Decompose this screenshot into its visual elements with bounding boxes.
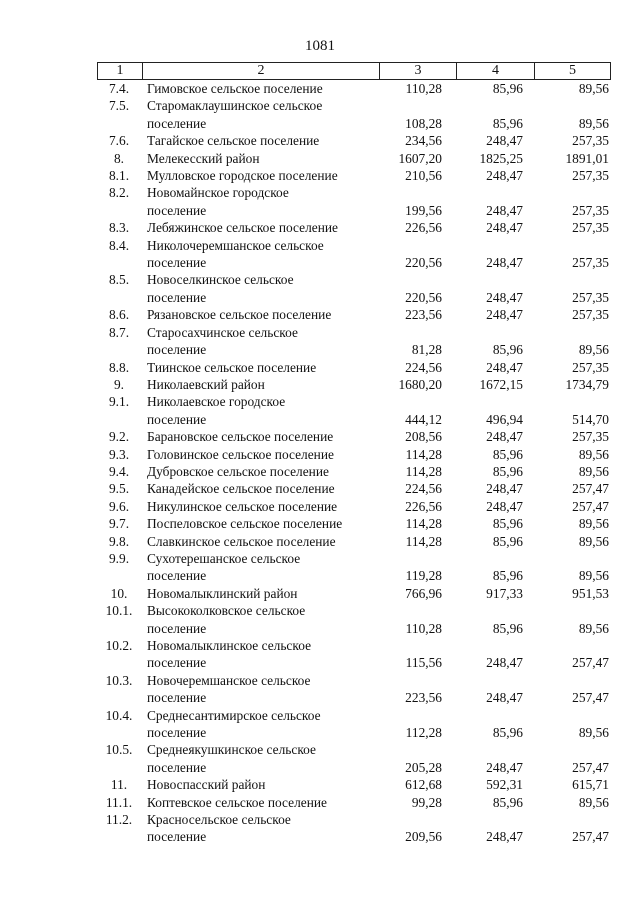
row-name-line: Высококолковское сельское — [147, 603, 306, 619]
table-row — [97, 306, 611, 323]
row-value-3: 224,56 — [405, 481, 442, 497]
header-col-5: 5 — [534, 63, 610, 79]
row-value-3: 108,28 — [405, 115, 442, 131]
row-number: 9.7. — [108, 516, 130, 532]
row-value-3: 110,28 — [405, 620, 442, 636]
row-name-line: Поспеловское сельское поселение — [147, 516, 343, 532]
row-name-line: Гимовское сельское поселение — [147, 81, 323, 96]
row-number: 8.8. — [108, 359, 130, 375]
table-row — [97, 446, 611, 463]
row-number: 11.2. — [105, 812, 133, 828]
table-row — [97, 637, 611, 672]
row-name-line: Головинское сельское поселение — [147, 446, 334, 462]
row-value-5: 1734,79 — [565, 376, 609, 392]
row-value-5: 89,56 — [578, 342, 609, 358]
row-name-line: поселение — [147, 568, 207, 584]
row-value-4: 85,96 — [492, 725, 523, 741]
row-name — [141, 80, 378, 97]
row-value-4: 85,96 — [492, 115, 523, 131]
row-value-4: 248,47 — [486, 829, 523, 845]
row-name — [141, 533, 378, 550]
row-value-5: 89,56 — [578, 446, 609, 462]
row-name-line: Николаевское городское — [147, 394, 286, 410]
row-name-line: поселение — [147, 289, 207, 305]
row-value-3: 226,56 — [405, 220, 442, 236]
row-name-line: Новомалыклинское сельское — [147, 638, 312, 653]
row-name-line: Новочеремшанское сельское — [147, 672, 311, 688]
table-row — [97, 324, 611, 359]
table-row — [97, 150, 611, 167]
row-value-4: 85,96 — [492, 81, 523, 96]
row-number: 7.4. — [108, 81, 130, 96]
row-value-3: 612,68 — [405, 777, 442, 793]
row-value-3: 224,56 — [405, 359, 442, 375]
row-name-line: Новомайнское городское — [147, 185, 289, 201]
row-name-line: поселение — [147, 255, 207, 271]
row-value-3: 208,56 — [405, 429, 442, 445]
row-name-line: поселение — [147, 620, 207, 636]
row-name — [141, 150, 378, 167]
row-name — [141, 515, 378, 532]
table-row — [97, 585, 611, 602]
row-number: 10.2. — [105, 638, 133, 653]
row-number: 9.8. — [108, 533, 130, 549]
row-name — [141, 794, 378, 811]
table-row — [97, 271, 611, 306]
row-value-5: 89,56 — [578, 115, 609, 131]
row-value-4: 248,47 — [486, 690, 523, 706]
row-name — [141, 707, 378, 742]
row-value-3: 223,56 — [405, 690, 442, 706]
table-row — [97, 480, 611, 497]
row-value-5: 257,47 — [572, 655, 609, 671]
row-value-5: 89,56 — [578, 516, 609, 532]
row-name-line: поселение — [147, 759, 207, 775]
table-body — [97, 80, 611, 846]
row-value-5: 1891,01 — [565, 150, 609, 166]
row-value-5: 257,35 — [572, 255, 609, 271]
row-number: 10.5. — [105, 742, 133, 758]
row-value-3: 1607,20 — [398, 150, 442, 166]
header-col-1: 1 — [116, 63, 124, 78]
table-row — [97, 97, 611, 132]
row-name-line: Мулловское городское поселение — [147, 168, 338, 184]
header-col-4: 4 — [456, 63, 534, 79]
row-number: 9.6. — [108, 498, 130, 514]
row-value-4: 1672,15 — [479, 376, 523, 392]
row-name-line: Тиинское сельское поселение — [147, 359, 317, 375]
row-value-3: 114,28 — [405, 516, 442, 532]
row-value-3: 115,56 — [405, 655, 442, 671]
row-value-4: 85,96 — [492, 533, 523, 549]
row-name — [141, 776, 378, 793]
row-value-4: 85,96 — [492, 794, 523, 810]
row-name — [141, 428, 378, 445]
row-name-line: Новомалыклинский район — [147, 585, 298, 601]
row-value-4: 248,47 — [486, 133, 523, 149]
row-number: 11.1. — [105, 794, 133, 810]
row-name-line: поселение — [147, 725, 207, 741]
table-row — [97, 550, 611, 585]
row-number: 8.5. — [108, 272, 130, 288]
row-name-line: Рязановское сельское поселение — [147, 307, 332, 323]
row-name — [141, 306, 378, 323]
row-name — [141, 602, 378, 637]
row-name-line: Тагайское сельское поселение — [147, 133, 320, 149]
row-name-line: поселение — [147, 115, 207, 131]
row-value-4: 496,94 — [486, 411, 523, 427]
table-header-row — [97, 62, 611, 80]
row-number: 10.1. — [105, 603, 133, 619]
row-name-line: поселение — [147, 655, 207, 671]
row-name-line: Старосахчинское сельское — [147, 324, 298, 340]
row-name-line: Канадейское сельское поселение — [147, 481, 335, 497]
table-row — [97, 533, 611, 550]
row-name — [141, 672, 378, 707]
row-name — [141, 463, 378, 480]
row-value-4: 248,47 — [486, 220, 523, 236]
row-value-5: 257,35 — [572, 168, 609, 184]
row-value-3: 234,56 — [405, 133, 442, 149]
row-value-5: 257,35 — [572, 359, 609, 375]
table-row — [97, 794, 611, 811]
row-number: 7.5. — [108, 98, 130, 114]
row-name-line: Мелекесский район — [147, 150, 260, 166]
row-value-3: 220,56 — [405, 255, 442, 271]
row-value-5: 257,35 — [572, 429, 609, 445]
row-name-line: Коптевское сельское поселение — [147, 794, 327, 810]
row-value-5: 257,35 — [572, 307, 609, 323]
row-value-5: 257,47 — [572, 690, 609, 706]
row-name-line: поселение — [147, 342, 207, 358]
row-name-line: Дубровское сельское поселение — [147, 463, 329, 479]
table-row — [97, 741, 611, 776]
row-name — [141, 393, 378, 428]
row-number: 9.3. — [108, 446, 130, 462]
row-value-5: 615,71 — [572, 777, 609, 793]
row-name-line: Новоселкинское сельское — [147, 272, 294, 288]
row-value-5: 257,35 — [572, 220, 609, 236]
row-name — [141, 132, 378, 149]
page-number: 1081 — [305, 38, 335, 54]
row-value-4: 85,96 — [492, 463, 523, 479]
row-number: 9.4. — [108, 463, 130, 479]
row-number: 9. — [113, 376, 125, 392]
row-value-3: 112,28 — [405, 725, 442, 741]
row-name-line: Славкинское сельское поселение — [147, 533, 336, 549]
row-value-3: 114,28 — [405, 533, 442, 549]
row-value-5: 257,47 — [572, 759, 609, 775]
row-value-3: 81,28 — [411, 342, 442, 358]
row-name — [141, 97, 378, 132]
table-row — [97, 237, 611, 272]
row-name-line: Никулинское сельское поселение — [147, 498, 338, 514]
table-row — [97, 359, 611, 376]
row-value-5: 89,56 — [578, 725, 609, 741]
table-row — [97, 184, 611, 219]
row-value-4: 248,47 — [486, 289, 523, 305]
row-value-4: 85,96 — [492, 568, 523, 584]
row-name — [141, 237, 378, 272]
row-value-4: 248,47 — [486, 359, 523, 375]
row-value-5: 257,35 — [572, 289, 609, 305]
row-value-5: 951,53 — [572, 585, 609, 601]
row-value-3: 110,28 — [405, 81, 442, 96]
row-name-line: Старомаклаушинское сельское — [147, 98, 323, 114]
table-row — [97, 498, 611, 515]
row-value-4: 85,96 — [492, 342, 523, 358]
row-number: 9.1. — [108, 394, 130, 410]
table-row — [97, 515, 611, 532]
row-value-3: 220,56 — [405, 289, 442, 305]
row-value-5: 89,56 — [578, 81, 609, 96]
row-name — [141, 219, 378, 236]
row-name-line: Среднесантимирское сельское — [147, 707, 321, 723]
row-value-5: 257,35 — [572, 133, 609, 149]
row-name-line: Барановское сельское поселение — [147, 429, 334, 445]
row-name — [141, 271, 378, 306]
row-value-4: 248,47 — [486, 481, 523, 497]
row-name-line: поселение — [147, 411, 207, 427]
row-name — [141, 741, 378, 776]
row-value-4: 248,47 — [486, 202, 523, 218]
table-row — [97, 463, 611, 480]
row-value-5: 257,35 — [572, 202, 609, 218]
row-name-line: Новоспасский район — [147, 777, 266, 793]
row-value-4: 248,47 — [486, 168, 523, 184]
row-value-5: 89,56 — [578, 463, 609, 479]
header-col-2: 2 — [142, 63, 379, 79]
row-number: 10. — [110, 585, 128, 601]
row-value-3: 114,28 — [405, 446, 442, 462]
row-value-4: 248,47 — [486, 759, 523, 775]
row-name — [141, 498, 378, 515]
row-number: 8.3. — [108, 220, 130, 236]
row-name — [141, 324, 378, 359]
table-row — [97, 80, 611, 97]
table-row — [97, 428, 611, 445]
row-value-3: 119,28 — [405, 568, 442, 584]
row-name — [141, 184, 378, 219]
row-value-5: 514,70 — [572, 411, 609, 427]
row-value-4: 592,31 — [486, 777, 523, 793]
row-number: 8.1. — [108, 168, 130, 184]
row-value-4: 248,47 — [486, 429, 523, 445]
row-value-4: 917,33 — [486, 585, 523, 601]
row-value-3: 210,56 — [405, 168, 442, 184]
table-row — [97, 219, 611, 236]
table-row — [97, 376, 611, 393]
table-row — [97, 132, 611, 149]
row-name-line: поселение — [147, 829, 207, 845]
row-name — [141, 480, 378, 497]
header-col-3: 3 — [379, 63, 456, 79]
row-value-3: 99,28 — [411, 794, 442, 810]
row-number: 10.4. — [105, 707, 133, 723]
row-name-line: Среднеякушкинское сельское — [147, 742, 316, 758]
row-number: 11. — [110, 777, 128, 793]
row-name — [141, 359, 378, 376]
row-name-line: Красносельское сельское — [147, 812, 291, 828]
row-value-4: 248,47 — [486, 255, 523, 271]
row-name — [141, 446, 378, 463]
row-number: 7.6. — [108, 133, 130, 149]
row-number: 8.7. — [108, 324, 130, 340]
row-value-5: 257,47 — [572, 829, 609, 845]
row-name — [141, 637, 378, 672]
row-number: 8. — [113, 150, 125, 166]
table-row — [97, 776, 611, 793]
row-number: 9.2. — [108, 429, 130, 445]
row-number: 8.4. — [108, 237, 130, 253]
row-value-4: 1825,25 — [479, 150, 523, 166]
table-row — [97, 602, 611, 637]
row-name — [141, 167, 378, 184]
row-value-3: 1680,20 — [398, 376, 442, 392]
table-row — [97, 167, 611, 184]
row-name — [141, 585, 378, 602]
row-name — [141, 811, 378, 846]
row-value-3: 223,56 — [405, 307, 442, 323]
row-value-5: 89,56 — [578, 794, 609, 810]
row-value-4: 248,47 — [486, 307, 523, 323]
row-value-5: 89,56 — [578, 620, 609, 636]
row-value-5: 89,56 — [578, 568, 609, 584]
row-number: 9.9. — [108, 550, 130, 566]
row-value-4: 248,47 — [486, 655, 523, 671]
row-value-3: 766,96 — [405, 585, 442, 601]
row-name-line: поселение — [147, 202, 207, 218]
row-value-3: 114,28 — [405, 463, 442, 479]
row-value-3: 444,12 — [405, 411, 442, 427]
row-value-3: 209,56 — [405, 829, 442, 845]
row-value-4: 85,96 — [492, 446, 523, 462]
row-value-3: 199,56 — [405, 202, 442, 218]
row-name-line: Сухотерешанское сельское — [147, 550, 301, 566]
table-row — [97, 393, 611, 428]
row-value-5: 89,56 — [578, 533, 609, 549]
row-name-line: поселение — [147, 690, 207, 706]
data-table — [97, 62, 611, 846]
row-value-4: 85,96 — [492, 620, 523, 636]
row-value-4: 248,47 — [486, 498, 523, 514]
row-value-3: 226,56 — [405, 498, 442, 514]
row-name — [141, 376, 378, 393]
row-value-4: 85,96 — [492, 516, 523, 532]
table-row — [97, 811, 611, 846]
row-value-3: 205,28 — [405, 759, 442, 775]
row-number: 8.2. — [108, 185, 130, 201]
row-value-5: 257,47 — [572, 481, 609, 497]
row-number: 8.6. — [108, 307, 130, 323]
row-name — [141, 550, 378, 585]
row-number: 10.3. — [105, 672, 133, 688]
row-name-line: Николаевский район — [147, 376, 265, 392]
row-name-line: Лебяжинское сельское поселение — [147, 220, 338, 236]
row-number: 9.5. — [108, 481, 130, 497]
row-value-5: 257,47 — [572, 498, 609, 514]
table-row — [97, 672, 611, 707]
table-row — [97, 707, 611, 742]
row-name-line: Николочеремшанское сельское — [147, 237, 324, 253]
